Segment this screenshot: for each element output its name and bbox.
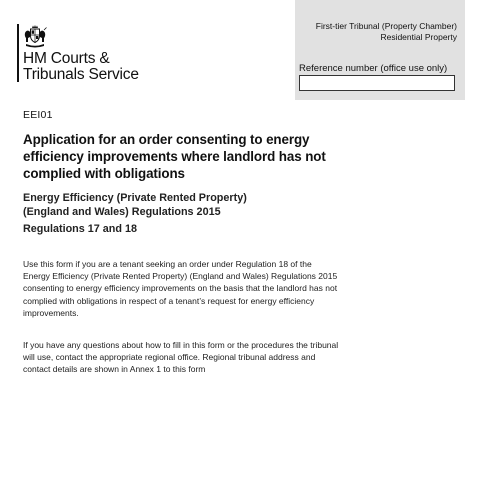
tribunal-name (316, 21, 457, 43)
tribunal-name-line2: Residential Property (380, 32, 457, 42)
royal-coat-of-arms-icon (23, 24, 47, 48)
office-use-panel (295, 0, 465, 100)
contact-paragraph: If you have any questions about how to fill in this form or the procedures the tribunal will use, contact the appropriate regional office. Regional tribunal address and contact details are shown in Annex 1 to this form (23, 340, 339, 375)
organisation-name-line1: HM Courts & (23, 50, 110, 67)
subtitle-line2: (England and Wales) Regulations 2015 (23, 206, 221, 218)
tribunal-name-line1: First-tier Tribunal (Property Chamber) (315, 21, 457, 31)
organisation-name-line2: Tribunals Service (23, 66, 139, 83)
subtitle-line1: Energy Efficiency (Private Rented Property) (23, 192, 247, 204)
organisation-name (23, 51, 139, 83)
intro-paragraph: Use this form if you are a tenant seeking an order under Regulation 18 of the Energy Efficiency (Private Rented Property) (England and Wales) Regulations 2015 consenting to energy efficiency improvements on the basis that the landlord has not complied with obligations in respect of a tenant’s request for energy efficiency improvements. (23, 259, 338, 318)
form-title: Application for an order consenting to energy efficiency improvements where landlord has not complied with obligations (23, 132, 326, 181)
reference-number-label: Reference number (office use only) (299, 63, 448, 74)
regulations-heading: Regulations 17 and 18 (23, 223, 137, 235)
form-code: EEI01 (23, 109, 53, 121)
reference-number-field[interactable] (299, 75, 455, 91)
hmcts-logo (17, 24, 157, 86)
form-subtitle (23, 191, 353, 219)
logo-divider (17, 24, 19, 82)
